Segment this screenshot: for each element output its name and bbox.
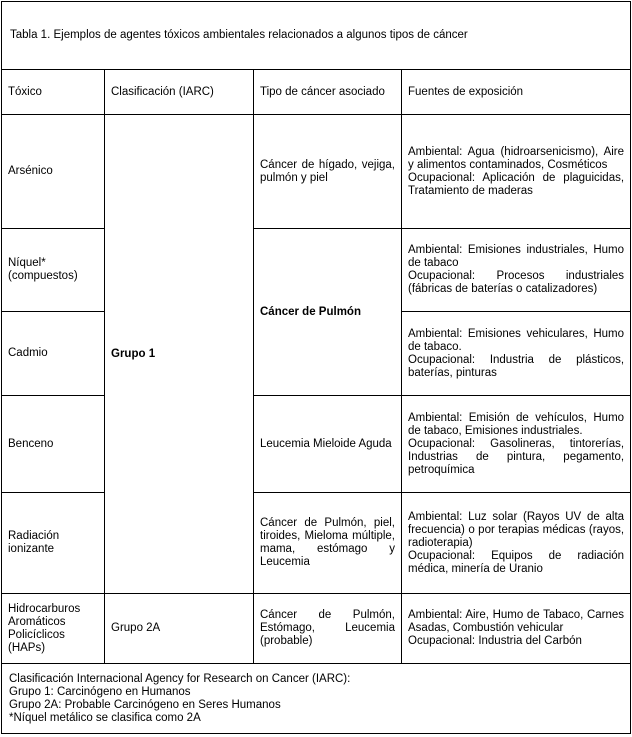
table-row xyxy=(2,115,631,229)
table-row xyxy=(2,594,631,664)
fuente-ocupacional: Ocupacional: Industria de plásticos, baterías, pinturas xyxy=(408,353,625,379)
fuente-ocupacional: Ocupacional: Industria del Carbón xyxy=(408,635,582,647)
clasificacion-grupo1-cell: Grupo 1 xyxy=(105,115,254,594)
fuente-ocupacional: Ocupacional: Gasolineras, tintorerías, Industrias de pintura, pegamento, petroquímica xyxy=(408,437,625,476)
tipo-pulmon-merged-cell: Cáncer de Pulmón xyxy=(254,229,402,396)
notes-row xyxy=(2,664,631,734)
header-fuentes: Fuentes de exposición xyxy=(402,70,631,115)
header-clasificacion: Clasificación (IARC) xyxy=(105,70,254,115)
toxic-agents-table xyxy=(1,1,631,734)
toxico-cell: Radiación ionizante xyxy=(2,493,105,594)
tipo-cell: Cáncer de Pulmón, piel, tiroides, Mieloma múltiple, mama, estómago y Leucemia xyxy=(254,493,402,594)
fuentes-cell xyxy=(402,594,631,664)
fuente-ocupacional: Ocupacional: Equipos de radiación médica, minería de Uranio xyxy=(408,549,625,575)
fuente-ambiental: Ambiental: Luz solar (Rayos UV de alta frecuencia) o por terapias médicas (rayos, radioterapia) xyxy=(408,510,625,549)
note-line: Grupo 2A: Probable Carcinógeno en Seres Humanos xyxy=(9,698,281,711)
table-title: Tabla 1. Ejemplos de agentes tóxicos ambientales relacionados a algunos tipos de cáncer xyxy=(2,2,631,70)
tipo-cell: Leucemia Mieloide Aguda xyxy=(254,396,402,493)
toxico-cell: Arsénico xyxy=(2,115,105,229)
note-line: Clasificación Internacional Agency for Research on Cancer (IARC): xyxy=(9,672,351,685)
fuente-ambiental: Ambiental: Emisiones industriales, Humo de tabaco xyxy=(408,244,625,269)
table-row xyxy=(2,396,631,493)
fuente-ocupacional: Ocupacional: Aplicación de plaguicidas, Tratamiento de maderas xyxy=(408,171,625,197)
clasificacion-cell: Grupo 2A xyxy=(105,594,254,664)
fuentes-cell xyxy=(402,493,631,594)
toxico-cell: Hidrocarburos Aromáticos Policíclicos (HAPs) xyxy=(2,594,105,664)
fuente-ambiental: Ambiental: Emisión de vehículos, Humo de tabaco, Emisiones industriales. xyxy=(408,411,625,437)
toxico-cell: Benceno xyxy=(2,396,105,493)
toxico-cell: Cadmio xyxy=(2,312,105,396)
title-row xyxy=(2,2,631,70)
note-line: *Níquel metálico se clasifica como 2A xyxy=(9,711,201,724)
table-notes xyxy=(2,664,631,734)
note-line: Grupo 1: Carcinógeno en Humanos xyxy=(9,685,191,698)
header-row xyxy=(2,70,631,115)
tipo-cell: Cáncer de hígado, vejiga, pulmón y piel xyxy=(254,115,402,229)
toxico-cell: Níquel* (compuestos) xyxy=(2,229,105,312)
fuentes-cell xyxy=(402,115,631,229)
fuentes-cell xyxy=(402,312,631,396)
header-toxico: Tóxico xyxy=(2,70,105,115)
fuente-ambiental: Ambiental: Agua (hidroarsenicismo), Aire y alimentos contaminados, Cosméticos xyxy=(408,145,625,171)
header-tipo: Tipo de cáncer asociado xyxy=(254,70,402,115)
fuentes-cell xyxy=(402,396,631,493)
table-row xyxy=(2,229,631,312)
tipo-cell: Cáncer de Pulmón, Estómago, Leucemia (probable) xyxy=(254,594,402,664)
fuente-ambiental: Ambiental: Aire, Humo de Tabaco, Carnes Asadas, Combustión vehicular xyxy=(408,609,625,634)
fuentes-cell xyxy=(402,229,631,312)
table-row xyxy=(2,493,631,594)
fuente-ambiental: Ambiental: Emisiones vehiculares, Humo de tabaco. xyxy=(408,327,625,353)
fuente-ocupacional: Ocupacional: Procesos industriales (fábricas de baterías o catalizadores) xyxy=(408,270,625,295)
